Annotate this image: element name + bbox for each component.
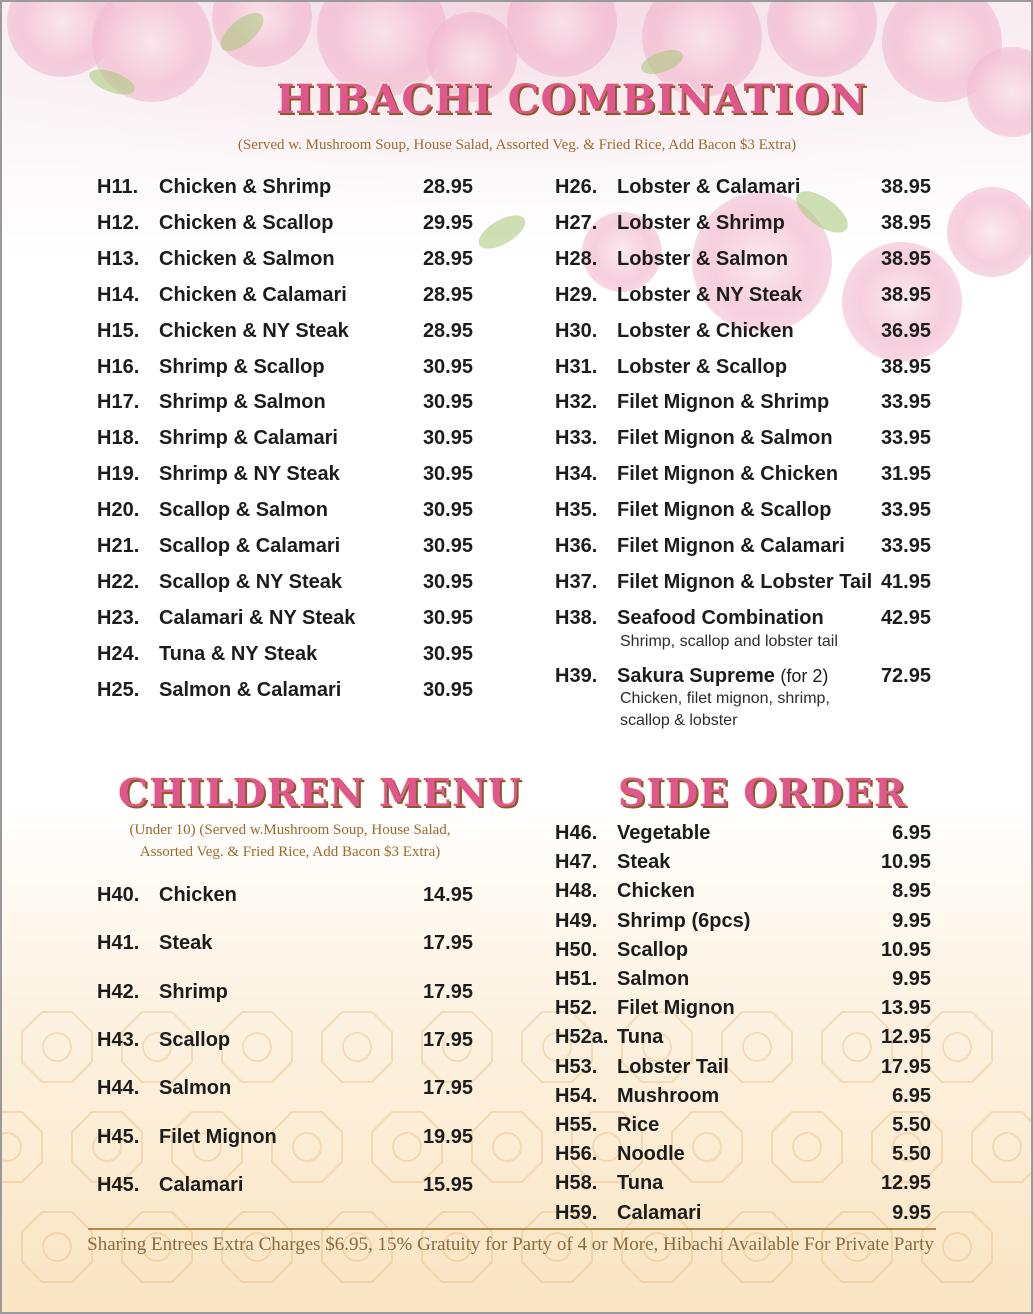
children-subtitle-line2: Assorted Veg. & Fried Rice, Add Bacon $3 Extra) — [139, 844, 441, 860]
item-name: Filet Mignon — [159, 1125, 277, 1148]
item-name: Tuna — [617, 1026, 664, 1049]
item-code: H18. — [97, 427, 140, 450]
item-code: H27. — [555, 211, 598, 234]
item-code: H56. — [555, 1143, 598, 1166]
item-name: Lobster & Calamari — [617, 176, 801, 198]
item-code: H51. — [555, 968, 598, 990]
item-name: Chicken — [617, 880, 695, 903]
menu-item-row — [97, 354, 477, 380]
item-price: 9.95 — [892, 1201, 931, 1224]
menu-item-row — [97, 174, 477, 200]
item-code: H49. — [555, 909, 598, 932]
item-code: H23. — [97, 606, 140, 629]
menu-item-row — [97, 533, 477, 559]
item-price: 38.95 — [880, 247, 931, 270]
menu-item-row — [97, 1172, 477, 1198]
menu-item-row — [555, 1200, 935, 1226]
item-code: H38. — [555, 607, 598, 629]
item-price: 30.95 — [422, 570, 473, 593]
item-code: H41. — [97, 932, 140, 955]
menu-item-row — [555, 1112, 935, 1138]
item-code: H19. — [97, 463, 140, 486]
item-code: H30. — [555, 319, 598, 342]
item-name: Chicken & NY Steak — [159, 319, 349, 342]
item-code: H53. — [555, 1055, 598, 1078]
item-price: 30.95 — [422, 463, 473, 486]
item-price: 31.95 — [880, 463, 931, 486]
item-price: 38.95 — [880, 176, 931, 198]
item-code: H45. — [97, 1125, 140, 1148]
item-code: H40. — [97, 884, 140, 906]
item-price: 19.95 — [422, 1125, 473, 1148]
item-price: 28.95 — [422, 247, 473, 270]
item-note: (for 2) — [780, 666, 829, 686]
item-price: 17.95 — [422, 932, 473, 955]
item-code: H21. — [97, 535, 140, 557]
item-name: Lobster & Chicken — [617, 319, 794, 342]
menu-item-row — [555, 878, 935, 904]
menu-item-row — [555, 820, 935, 846]
menu-item-row — [555, 461, 935, 487]
item-price: 10.95 — [880, 851, 931, 874]
menu-item-row — [97, 930, 477, 956]
item-name: Lobster & Shrimp — [617, 211, 785, 234]
item-code: H29. — [555, 283, 598, 306]
item-name: Vegetable — [617, 822, 711, 844]
item-price: 30.95 — [422, 391, 473, 414]
item-code: H45. — [97, 1173, 140, 1196]
item-description-h39-line2: scallop & lobster — [620, 712, 738, 729]
item-code: H28. — [555, 247, 598, 270]
item-code: H22. — [97, 570, 140, 593]
menu-item-row — [555, 533, 935, 559]
menu-item-row — [555, 1024, 935, 1050]
menu-item-row — [555, 908, 935, 934]
item-name: Shrimp (6pcs) — [617, 909, 751, 932]
item-price: 6.95 — [892, 1084, 931, 1107]
menu-item-row — [97, 882, 477, 908]
item-price: 30.95 — [422, 355, 473, 378]
item-price: 13.95 — [880, 997, 931, 1020]
item-price: 30.95 — [422, 678, 473, 701]
menu-item-row — [97, 389, 477, 415]
item-name: Scallop & Salmon — [159, 499, 328, 522]
menu-item-row — [97, 497, 477, 523]
menu-item-row — [555, 318, 935, 344]
item-code: H25. — [97, 678, 140, 701]
menu-item-row — [97, 318, 477, 344]
item-name: Chicken & Scallop — [159, 211, 334, 234]
item-price: 38.95 — [880, 211, 931, 234]
menu-item-row — [555, 174, 935, 200]
item-price: 28.95 — [422, 176, 473, 198]
item-price: 30.95 — [422, 642, 473, 665]
item-name: Steak — [617, 851, 671, 874]
item-price: 8.95 — [892, 880, 931, 903]
menu-item-row — [97, 425, 477, 451]
menu-item-row — [97, 1027, 477, 1053]
item-code: H54. — [555, 1084, 598, 1107]
menu-item-row — [97, 210, 477, 236]
item-price: 72.95 — [880, 665, 931, 687]
item-price: 6.95 — [892, 822, 931, 844]
item-name: Filet Mignon & Scallop — [617, 499, 832, 522]
item-code: H36. — [555, 535, 598, 557]
menu-item-row — [555, 966, 935, 992]
item-code: H17. — [97, 391, 140, 414]
item-price: 5.50 — [892, 1114, 931, 1136]
item-name: Calamari — [159, 1173, 244, 1196]
menu-item-row — [555, 937, 935, 963]
item-name: Calamari & NY Steak — [159, 606, 356, 629]
item-price: 30.95 — [422, 427, 473, 450]
menu-item-row — [555, 354, 935, 380]
item-name: Steak — [159, 932, 213, 955]
item-price: 38.95 — [880, 355, 931, 378]
item-code: H32. — [555, 391, 598, 414]
item-name: Lobster & NY Steak — [617, 283, 803, 306]
menu-item-h39 — [555, 663, 935, 689]
item-price: 5.50 — [892, 1143, 931, 1166]
menu-item-h38 — [555, 605, 935, 631]
menu-item-row — [97, 1124, 477, 1150]
item-name: Rice — [617, 1114, 660, 1136]
menu-item-row — [555, 995, 935, 1021]
item-code: H39. — [555, 665, 598, 687]
item-code: H14. — [97, 283, 140, 306]
item-code: H52a. — [555, 1026, 609, 1049]
hibachi-combination-title: HIBACHI COMBINATION — [276, 76, 868, 123]
menu-item-row — [97, 1075, 477, 1101]
item-price: 33.95 — [880, 535, 931, 557]
item-price: 30.95 — [422, 535, 473, 557]
item-code: H43. — [97, 1028, 140, 1051]
item-name: Sakura Supreme — [617, 665, 775, 687]
item-price: 12.95 — [880, 1026, 931, 1049]
footer-note: Sharing Entrees Extra Charges $6.95, 15% Gratuity for Party of 4 or More, Hibachi Available For Private Party — [87, 1234, 934, 1255]
menu-item-row — [555, 497, 935, 523]
menu-item-row — [555, 1083, 935, 1109]
item-code: H35. — [555, 499, 598, 522]
menu-item-row — [555, 1170, 935, 1196]
menu-item-row — [555, 246, 935, 272]
item-code: H44. — [97, 1077, 140, 1100]
item-name: Filet Mignon & Calamari — [617, 535, 845, 557]
menu-item-row — [555, 210, 935, 236]
item-price: 28.95 — [422, 283, 473, 306]
item-name: Lobster & Scallop — [617, 355, 788, 378]
item-price: 29.95 — [422, 211, 473, 234]
item-name: Scallop — [159, 1028, 231, 1051]
item-code: H11. — [97, 176, 139, 198]
menu-item-row — [97, 641, 477, 667]
menu-item-row — [97, 246, 477, 272]
menu-item-row — [555, 282, 935, 308]
item-code: H16. — [97, 355, 140, 378]
item-code: H34. — [555, 463, 598, 486]
item-price: 28.95 — [422, 319, 473, 342]
menu-item-row — [97, 569, 477, 595]
item-price: 10.95 — [880, 938, 931, 961]
item-name: Scallop & Calamari — [159, 535, 341, 557]
item-price: 17.95 — [880, 1055, 931, 1078]
item-code: H59. — [555, 1201, 598, 1224]
children-subtitle-line1: (Under 10) (Served w.Mushroom Soup, House Salad, — [129, 822, 451, 838]
menu-item-row — [97, 677, 477, 703]
item-code: H20. — [97, 499, 140, 522]
menu-item-row — [555, 569, 935, 595]
item-name: Filet Mignon & Lobster Tail — [617, 570, 873, 593]
item-description-h39-line1: Chicken, filet mignon, shrimp, — [620, 690, 830, 707]
item-name: Shrimp & Scallop — [159, 355, 325, 378]
footer-divider — [88, 1228, 936, 1230]
item-price: 38.95 — [880, 283, 931, 306]
item-description-h38: Shrimp, scallop and lobster tail — [620, 633, 838, 650]
side-order-title: SIDE ORDER — [618, 770, 907, 815]
item-price: 30.95 — [422, 606, 473, 629]
item-price: 41.95 — [880, 570, 931, 593]
item-code: H50. — [555, 938, 598, 961]
item-name: Lobster Tail — [617, 1055, 729, 1078]
item-name: Shrimp & Calamari — [159, 427, 338, 450]
item-name: Tuna — [617, 1172, 664, 1195]
item-code: H58. — [555, 1172, 598, 1195]
item-name: Calamari — [617, 1201, 702, 1224]
item-price: 17.95 — [422, 1077, 473, 1100]
item-price: 30.95 — [422, 499, 473, 522]
menu-item-row — [555, 1141, 935, 1167]
menu-item-row — [555, 1054, 935, 1080]
item-name: Shrimp — [159, 980, 228, 1003]
item-name: Filet Mignon & Salmon — [617, 427, 833, 450]
menu-item-row — [97, 461, 477, 487]
item-code: H15. — [97, 319, 140, 342]
item-name: Chicken — [159, 884, 237, 906]
item-code: H52. — [555, 997, 598, 1020]
menu-item-row — [97, 605, 477, 631]
item-name: Chicken & Calamari — [159, 283, 347, 306]
item-code: H47. — [555, 851, 598, 874]
item-code: H13. — [97, 247, 140, 270]
item-name: Noodle — [617, 1143, 685, 1166]
item-name: Shrimp & NY Steak — [159, 463, 340, 486]
menu-item-row — [555, 389, 935, 415]
item-price: 9.95 — [892, 968, 931, 990]
item-price: 15.95 — [422, 1173, 473, 1196]
item-code: H31. — [555, 355, 598, 378]
item-price: 33.95 — [880, 427, 931, 450]
item-name: Filet Mignon — [617, 997, 735, 1020]
item-name: Filet Mignon & Shrimp — [617, 391, 830, 414]
item-code: H24. — [97, 642, 140, 665]
menu-item-row — [97, 979, 477, 1005]
menu-item-row — [555, 849, 935, 875]
item-price: 17.95 — [422, 980, 473, 1003]
item-price: 9.95 — [892, 909, 931, 932]
item-name: Lobster & Salmon — [617, 247, 789, 270]
item-name: Salmon — [617, 968, 690, 990]
item-price: 17.95 — [422, 1028, 473, 1051]
item-name: Scallop & NY Steak — [159, 570, 343, 593]
item-price: 33.95 — [880, 391, 931, 414]
item-name: Mushroom — [617, 1084, 720, 1107]
item-name: Seafood Combination — [617, 607, 824, 629]
item-price: 12.95 — [880, 1172, 931, 1195]
item-code: H33. — [555, 427, 598, 450]
item-name: Filet Mignon & Chicken — [617, 463, 839, 486]
item-code: H26. — [555, 176, 598, 198]
item-code: H48. — [555, 880, 598, 903]
item-name: Scallop — [617, 938, 689, 961]
menu-item-row — [555, 425, 935, 451]
item-name: Salmon — [159, 1077, 232, 1100]
item-code: H42. — [97, 980, 140, 1003]
item-code: H12. — [97, 211, 140, 234]
item-price: 33.95 — [880, 499, 931, 522]
item-price: 14.95 — [422, 884, 473, 906]
item-code: H46. — [555, 822, 598, 844]
item-code: H37. — [555, 570, 598, 593]
hibachi-subtitle: (Served w. Mushroom Soup, House Salad, Assorted Veg. & Fried Rice, Add Bacon $3 Extra) — [237, 137, 797, 153]
item-name: Chicken & Salmon — [159, 247, 335, 270]
item-name: Salmon & Calamari — [159, 678, 342, 701]
item-code: H55. — [555, 1114, 598, 1136]
item-name: Chicken & Shrimp — [159, 176, 332, 198]
item-name: Tuna & NY Steak — [159, 642, 318, 665]
item-price: 42.95 — [880, 607, 931, 629]
children-menu-title: CHILDREN MENU — [118, 770, 523, 815]
item-price: 36.95 — [880, 319, 931, 342]
menu-item-row — [97, 282, 477, 308]
item-name: Shrimp & Salmon — [159, 391, 326, 414]
